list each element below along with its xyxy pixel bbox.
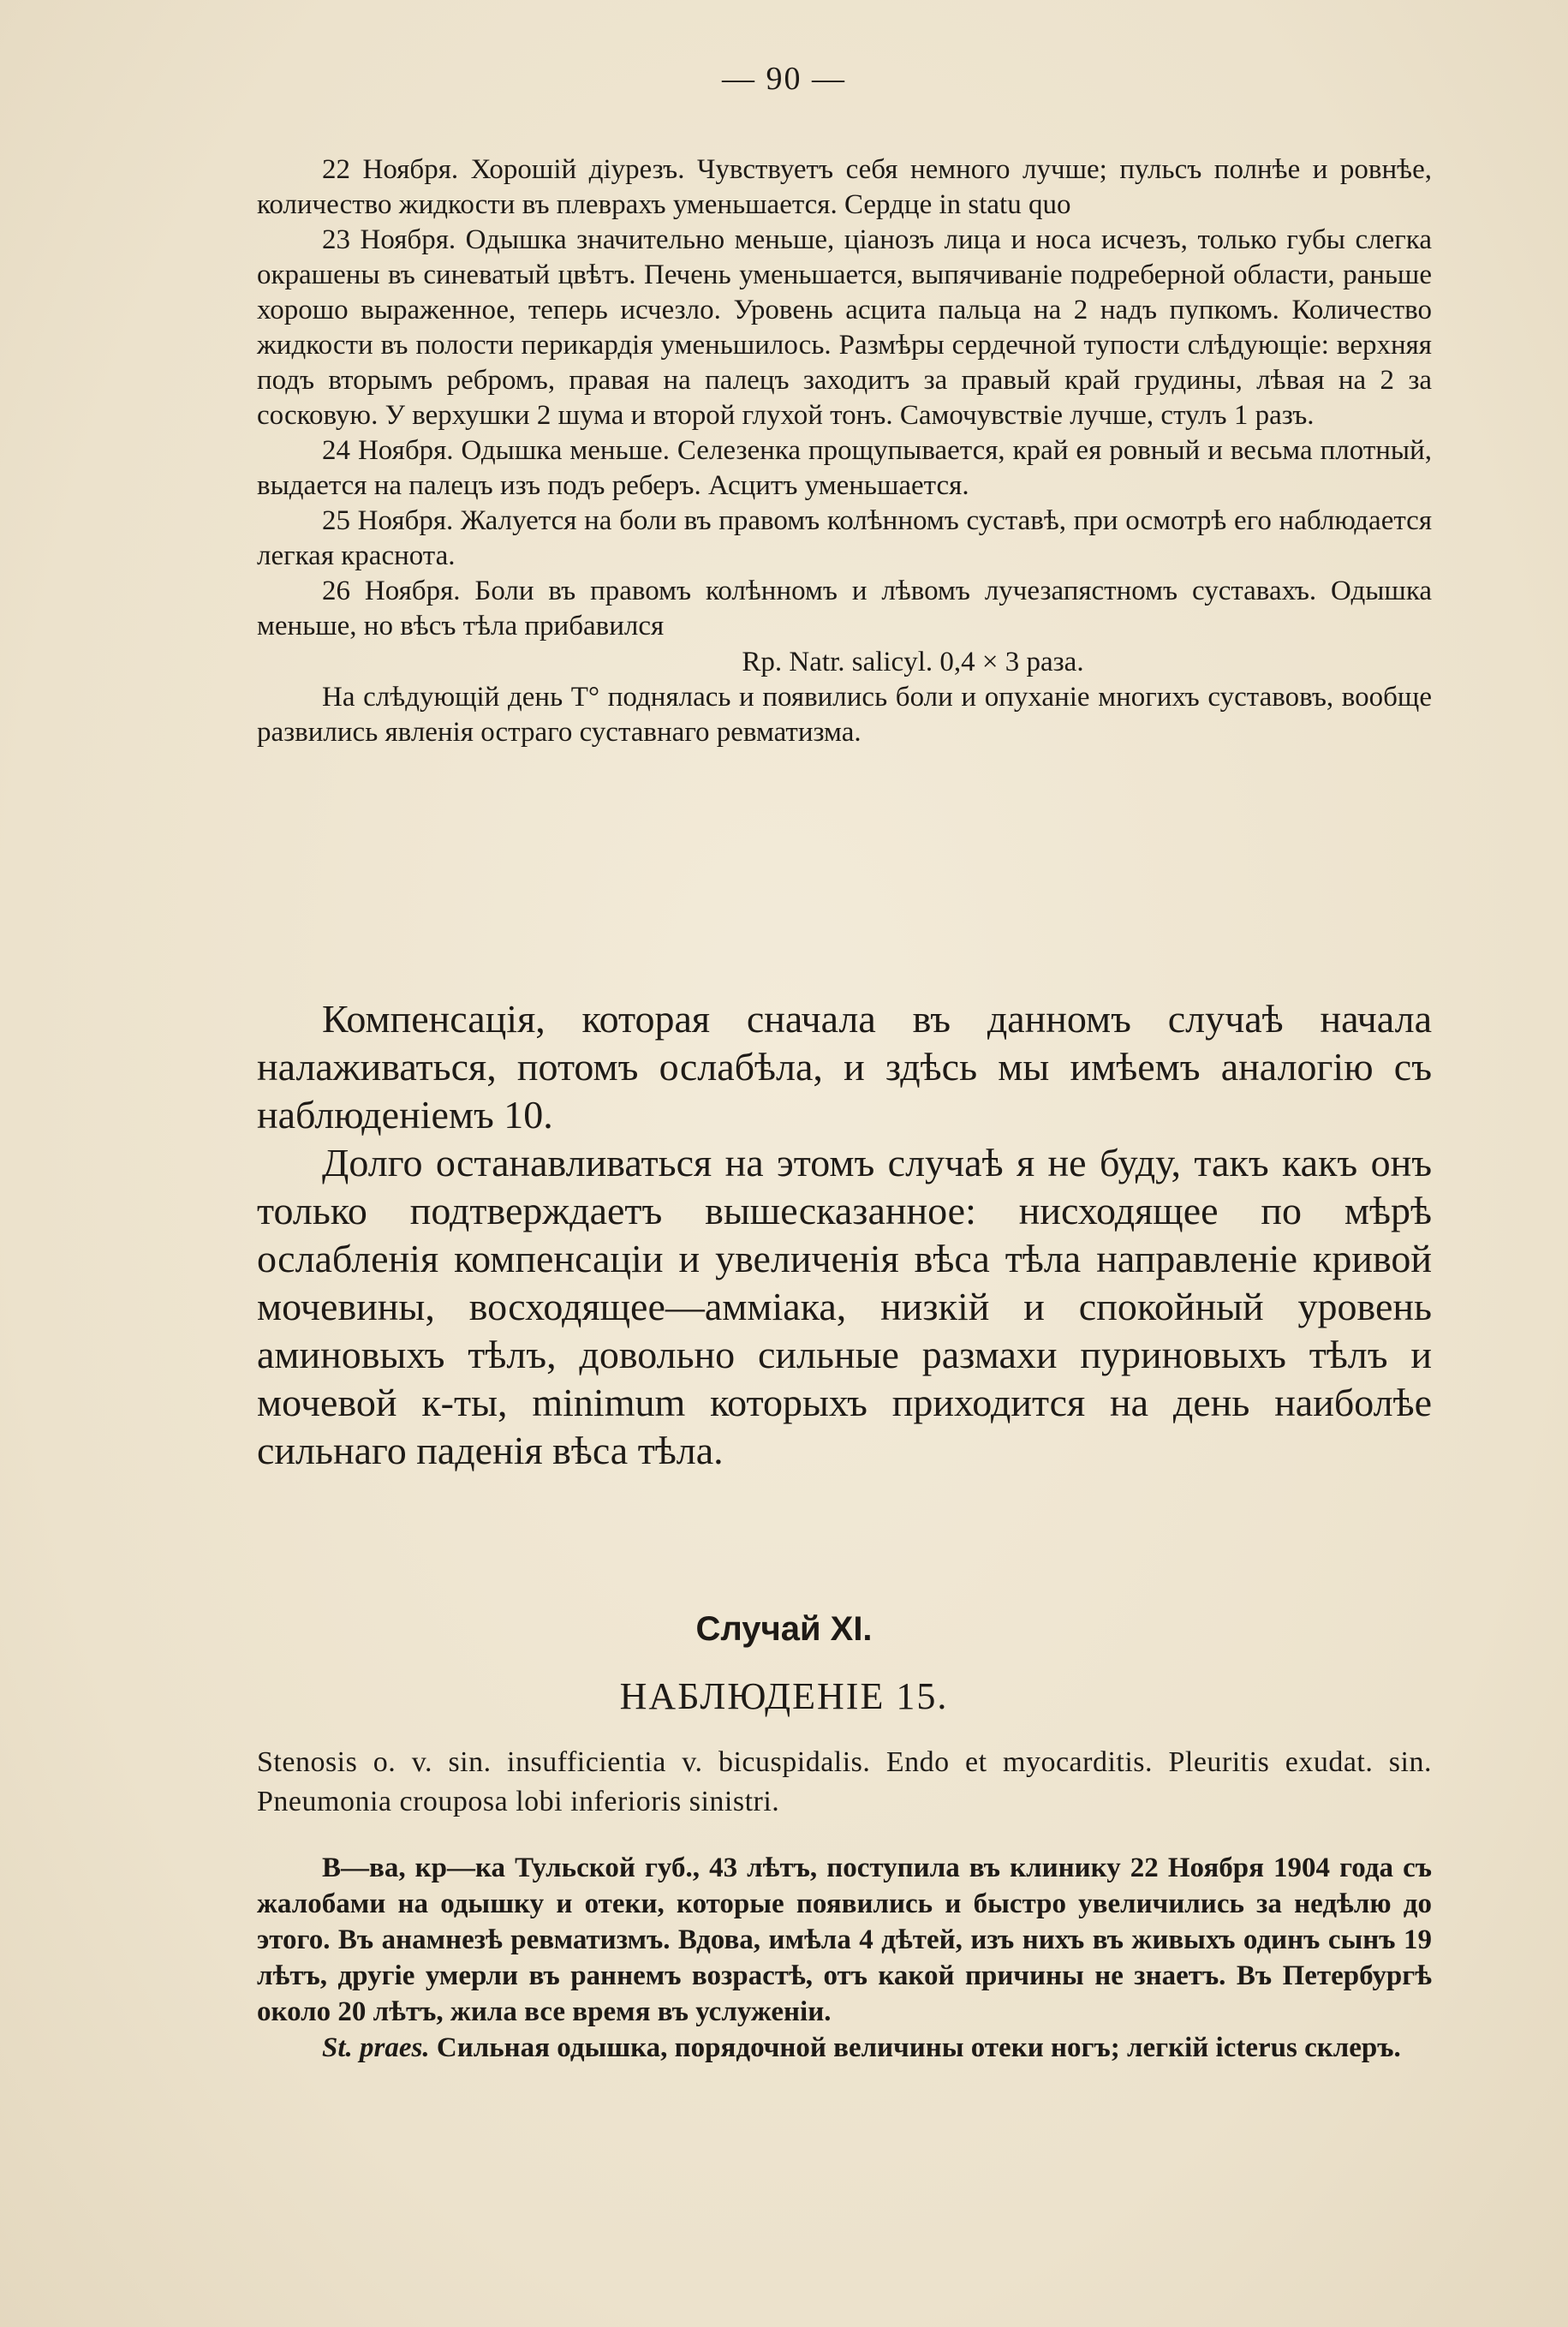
- discussion-paragraph: Компенсація, которая сначала въ данномъ случаѣ начала налаживаться, потомъ ослабѣла, и здѣсь мы имѣемъ аналогію съ наблюденіемъ 10.: [257, 997, 1432, 1137]
- diary-entry-nov25: 25 Ноября. Жалуется на боли въ правомъ колѣнномъ суставѣ, при осмотрѣ его наблюдается легкая краснота.: [257, 505, 1432, 571]
- status-text: Сильная одышка, порядочной величины отеки ногъ; легкій icterus склеръ.: [436, 2032, 1401, 2063]
- diary-entry-nov23: 23 Ноября. Одышка значительно меньше, ціанозъ лица и носа исчезъ, только губы слегка окрашены въ синеватый цвѣтъ. Печень уменьшается, выпячиваніе подреберной области, раньше хорошо выраженное, теперь исчезло. Уровень асцита пальца на 2 надъ пупкомъ. Количество жидкости въ полости перикардія уменьшилось. Размѣры сердечной тупости слѣдующіе: верхняя подъ вторымъ ребромъ, правая на палецъ заходитъ за правый край грудины, лѣвая на 2 за сосковую. У верхушки 2 шума и второй глухой тонъ. Самочувствіе лучше, стулъ 1 разъ.: [257, 224, 1432, 431]
- page-number: — 90 —: [722, 61, 846, 97]
- diary-entry-nov22: 22 Ноября. Хорошій діурезъ. Чувствуетъ себя немного лучше; пульсъ полнѣе и ровнѣе, количество жидкости въ плеврахъ уменьшается. Сердце in statu quo: [257, 154, 1432, 220]
- observation-title: НАБЛЮДЕНІЕ 15.: [619, 1675, 949, 1717]
- diary-entry-nov26: 26 Ноября. Боли въ правомъ колѣнномъ и лѣвомъ лучезапястномъ суставахъ. Одышка меньше, но вѣсъ тѣла прибавился: [257, 576, 1432, 641]
- status-paragraph: [257, 2030, 1432, 2066]
- status-label: St. praes.: [322, 2032, 430, 2063]
- diary-section: [257, 152, 1432, 750]
- next-day-note: На слѣдующій день T° поднялась и появились боли и опуханіе многихъ суставовъ, вообще развились явленія остраго суставнаго ревматизма.: [257, 682, 1432, 748]
- diagnosis: Stenosis o. v. sin. insufficientia v. bicuspidalis. Endo et myocarditis. Pleuritis exudat. sin. Pneumonia crouposa lobi inferioris sinistri.: [257, 1746, 1432, 1817]
- discussion-section: [257, 995, 1432, 1475]
- discussion-paragraph: Долго останавливаться на этомъ случаѣ я не буду, такъ какъ онъ только подтверждаетъ вышесказанное: нисходящее по мѣрѣ ослабленія компенсаціи и увеличенія вѣса тѣла направленіе кривой мочевины, восходящее—амміака, низкій и спокойный уровень аминовыхъ тѣлъ, довольно сильные размахи пуриновыхъ тѣлъ и мочевой к-ты, minimum которыхъ приходится на день наиболѣе сильнаго паденія вѣса тѣла.: [257, 1141, 1432, 1472]
- case-title: Случай XI.: [695, 1610, 873, 1648]
- diary-entry-nov24: 24 Ноября. Одышка меньше. Селезенка прощупывается, край ея ровный и весьма плотный, выдается на палецъ изъ подъ реберъ. Асцитъ уменьшается.: [257, 435, 1432, 501]
- prescription: Rp. Natr. salicyl. 0,4 × 3 раза.: [742, 647, 1084, 677]
- anamnesis-paragraph: В—ва, кр—ка Тульской губ., 43 лѣтъ, поступила въ клинику 22 Ноября 1904 года съ жалобами на одышку и отеки, которые появились и быстро увеличились за недѣлю до этого. Въ анамнезѣ ревматизмъ. Вдова, имѣла 4 дѣтей, изъ нихъ въ живыхъ одинъ сынъ 19 лѣтъ, другіе умерли въ раннемъ возрастѣ, отъ какой причины не знаетъ. Въ Петербургѣ около 20 лѣтъ, жила все время въ услуженіи.: [257, 1853, 1432, 2027]
- history-section: [257, 1850, 1432, 2066]
